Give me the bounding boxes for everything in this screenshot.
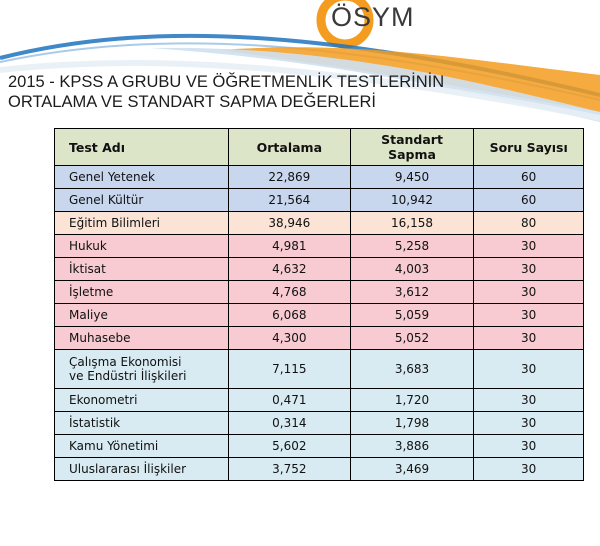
table-row (55, 281, 584, 304)
test-name: Kamu Yönetimi (55, 435, 229, 458)
sapma-value: 1,798 (350, 412, 474, 435)
table-row (55, 458, 584, 481)
header-ortalama: Ortalama (228, 129, 350, 166)
ortalama-value: 4,981 (228, 235, 350, 258)
soru-value: 30 (474, 327, 584, 350)
ortalama-value: 0,314 (228, 412, 350, 435)
ortalama-value: 4,632 (228, 258, 350, 281)
sapma-value: 4,003 (350, 258, 474, 281)
soru-value: 30 (474, 281, 584, 304)
test-name: İstatistik (55, 412, 229, 435)
soru-value: 30 (474, 389, 584, 412)
test-name: Uluslararası İlişkiler (55, 458, 229, 481)
sapma-value: 3,886 (350, 435, 474, 458)
sapma-value: 3,683 (350, 350, 474, 389)
test-name: İktisat (55, 258, 229, 281)
sapma-value: 3,469 (350, 458, 474, 481)
soru-value: 30 (474, 350, 584, 389)
sapma-value: 9,450 (350, 166, 474, 189)
title-line-2: ORTALAMA VE STANDART SAPMA DEĞERLERİ (8, 93, 376, 111)
test-name: Ekonometri (55, 389, 229, 412)
ortalama-value: 6,068 (228, 304, 350, 327)
test-name: İşletme (55, 281, 229, 304)
header-standart-sapma: Standart Sapma (350, 129, 474, 166)
results-table (54, 128, 584, 481)
test-name-line-1: Çalışma Ekonomisi (69, 355, 182, 369)
osym-logo-text: ÖSYM (331, 2, 415, 32)
table-row (55, 235, 584, 258)
sapma-value: 1,720 (350, 389, 474, 412)
ortalama-value: 4,768 (228, 281, 350, 304)
ortalama-value: 0,471 (228, 389, 350, 412)
soru-value: 30 (474, 458, 584, 481)
sapma-value: 5,258 (350, 235, 474, 258)
table-row (55, 389, 584, 412)
sapma-value: 3,612 (350, 281, 474, 304)
test-name-line-2: ve Endüstri İlişkileri (69, 369, 187, 383)
soru-value: 30 (474, 304, 584, 327)
test-name: Genel Kültür (55, 189, 229, 212)
soru-value: 30 (474, 435, 584, 458)
ortalama-value: 4,300 (228, 327, 350, 350)
test-name: Maliye (55, 304, 229, 327)
sapma-value: 5,059 (350, 304, 474, 327)
test-name: Eğitim Bilimleri (55, 212, 229, 235)
ortalama-value: 22,869 (228, 166, 350, 189)
table-row (55, 412, 584, 435)
title-line-1: 2015 - KPSS A GRUBU VE ÖĞRETMENLİK TESTLERİNİN (8, 73, 445, 91)
ortalama-value: 3,752 (228, 458, 350, 481)
sapma-value: 10,942 (350, 189, 474, 212)
table-row (55, 327, 584, 350)
header-test-adi: Test Adı (55, 129, 229, 166)
test-name: Genel Yetenek (55, 166, 229, 189)
soru-value: 30 (474, 412, 584, 435)
soru-value: 30 (474, 235, 584, 258)
sapma-value: 16,158 (350, 212, 474, 235)
test-name: Hukuk (55, 235, 229, 258)
table-header-row (55, 129, 584, 166)
test-name: Muhasebe (55, 327, 229, 350)
ortalama-value: 5,602 (228, 435, 350, 458)
table-row (55, 166, 584, 189)
ortalama-value: 38,946 (228, 212, 350, 235)
page-title (8, 72, 568, 112)
table-row (55, 435, 584, 458)
ortalama-value: 7,115 (228, 350, 350, 389)
header-soru-sayisi: Soru Sayısı (474, 129, 584, 166)
table-row (55, 350, 584, 389)
test-name (55, 350, 229, 389)
table-row (55, 258, 584, 281)
soru-value: 30 (474, 258, 584, 281)
ortalama-value: 21,564 (228, 189, 350, 212)
soru-value: 60 (474, 166, 584, 189)
table-row (55, 304, 584, 327)
sapma-value: 5,052 (350, 327, 474, 350)
table-row (55, 212, 584, 235)
table-row (55, 189, 584, 212)
soru-value: 60 (474, 189, 584, 212)
soru-value: 80 (474, 212, 584, 235)
